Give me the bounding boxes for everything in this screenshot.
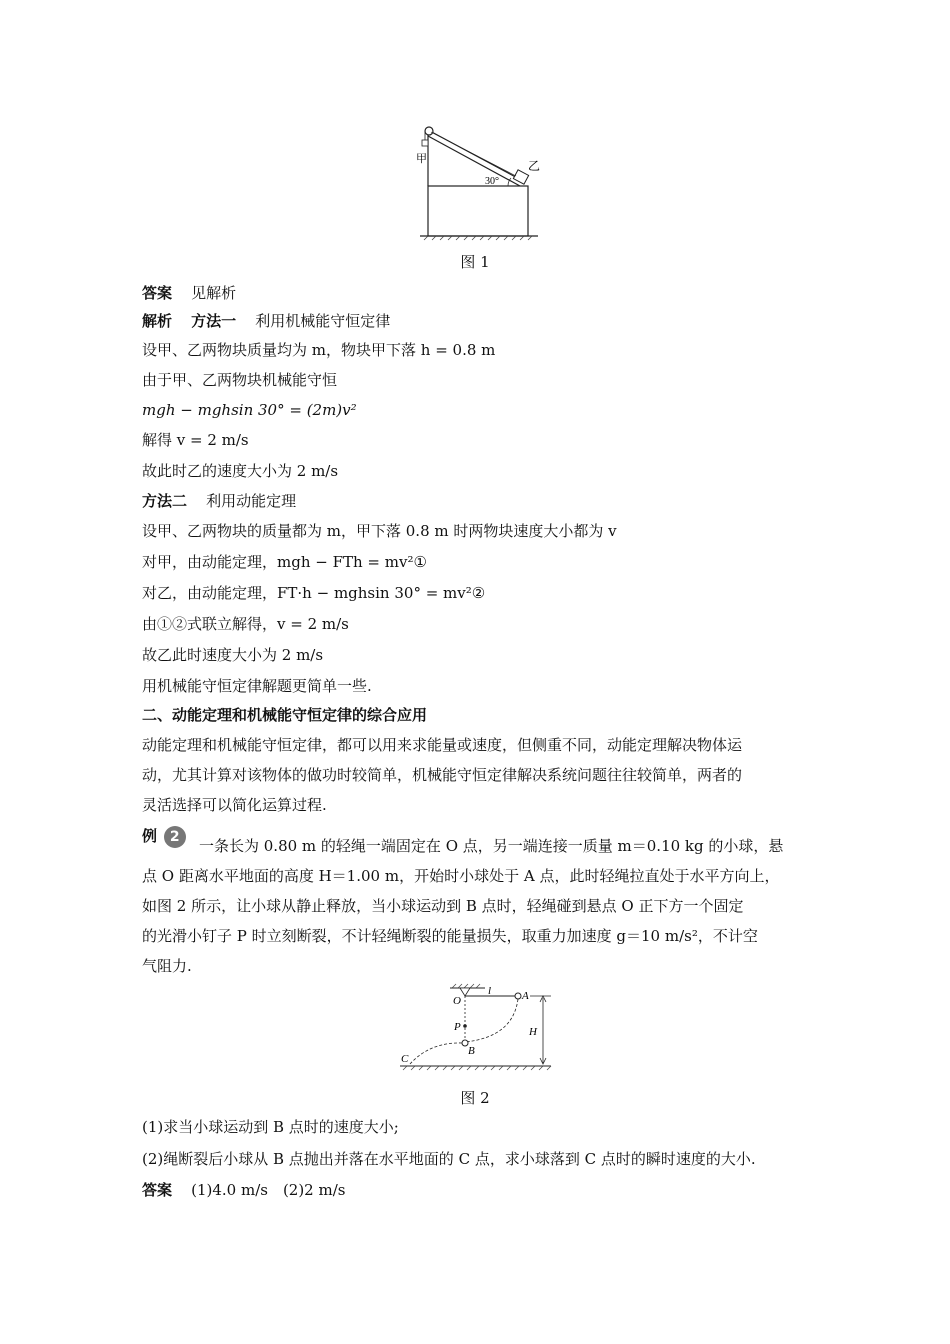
answer-2 [142, 1180, 345, 1200]
solution-line: 故乙此时速度大小为 2 m/s [142, 646, 324, 664]
example-2-line: 点 O 距离水平地面的高度 H＝1.00 m，开始时小球处于 A 点，此时轻绳拉直处于水平方向上， [142, 867, 780, 885]
example-2-line: 如图 2 所示，让小球从静止释放，当小球运动到 B 点时，轻绳碰到悬点 O 正下方一个固定 [142, 897, 744, 915]
solution-line: mgh − mghsin 30° = (2m)v² [142, 401, 357, 419]
solution-line: 设甲、乙两物块的质量都为 m，甲下落 0.8 m 时两物块速度大小都为 v [142, 522, 617, 540]
solution-line: 设甲、乙两物块质量均为 m，物块甲下落 h = 0.8 m [142, 341, 496, 359]
solution-method-2-heading [142, 491, 296, 511]
figure-2-label-l: l [488, 985, 492, 997]
figure-1-caption: 图 1 [460, 253, 490, 271]
method-1-title: 方法一 [191, 312, 237, 330]
example-number-badge: 2 [164, 826, 186, 848]
figure-2-caption: 图 2 [460, 1089, 490, 1107]
section-2-intro [142, 730, 814, 820]
answer-2-text: (1)4.0 m/s (2)2 m/s [191, 1181, 346, 1199]
solution-line: 对甲，由动能定理，mgh − FTh = mv²① [142, 553, 427, 571]
figure-2-label-c: C [401, 1053, 409, 1065]
answer-1-text: 见解析 [191, 284, 237, 302]
figure-2-label-a: A [522, 990, 529, 1002]
solution-label: 解析 [142, 312, 173, 330]
solution-line: 由于甲、乙两物块机械能守恒 [142, 371, 338, 389]
solution-line: 由①②式联立解得，v = 2 m/s [142, 615, 349, 633]
solution-line: 对乙，由动能定理，FT·h − mghsin 30° = mv²② [142, 584, 486, 602]
answer-1-label: 答案 [142, 284, 173, 302]
method-1-desc: 利用机械能守恒定律 [255, 312, 391, 330]
solution-line: 解得 v = 2 m/s [142, 431, 249, 449]
method-2-desc: 利用动能定理 [206, 492, 297, 510]
figure-2-label-b: B [468, 1045, 475, 1057]
answer-2-label: 答案 [142, 1181, 173, 1199]
figure-2-label-o: O [453, 995, 461, 1007]
figure-2-diagram [395, 982, 560, 1074]
solution-line: 用机械能守恒定律解题更简单一些. [142, 677, 372, 695]
section-2-intro-line: 动，尤其计算对该物体的做功时较简单，机械能守恒定律解决系统问题往往较简单，两者的 [142, 766, 743, 784]
section-2-intro-line: 动能定理和机械能守恒定律，都可以用来求能量或速度，但侧重不同，动能定理解决物体运 [142, 736, 743, 754]
figure-1-angle-label: 30° [485, 176, 499, 187]
figure-1-diagram [410, 120, 550, 245]
example-2-line: 的光滑小钉子 P 时立刻断裂，不计轻绳断裂的能量损失，取重力加速度 g＝10 m/s²，不计空 [142, 927, 758, 945]
figure-2-label-p: P [454, 1021, 461, 1033]
answer-1 [142, 283, 236, 303]
section-2-intro-line: 灵活选择可以简化运算过程. [142, 796, 327, 814]
solution-line: 故此时乙的速度大小为 2 m/s [142, 462, 339, 480]
example-2-line: 气阻力. [142, 957, 192, 975]
example-label: 例 [142, 827, 158, 845]
question-1: (1)求当小球运动到 B 点时的速度大小; [142, 1118, 399, 1136]
figure-1-label-yi: 乙 [528, 159, 541, 173]
question-2: (2)绳断裂后小球从 B 点抛出并落在水平地面的 C 点，求小球落到 C 点时的瞬时速度的大小. [142, 1150, 756, 1168]
section-2-heading: 二、动能定理和机械能守恒定律的综合应用 [142, 706, 428, 724]
example-2-line: 一条长为 0.80 m 的轻绳一端固定在 O 点，另一端连接一质量 m＝0.10 kg 的小球，悬 [199, 837, 784, 855]
figure-2-label-h: H [529, 1026, 537, 1038]
figure-1-label-jia: 甲 [416, 153, 427, 165]
method-2-title: 方法二 [142, 492, 188, 510]
example-2-text [142, 831, 814, 981]
solution-method-1-heading [142, 311, 390, 331]
